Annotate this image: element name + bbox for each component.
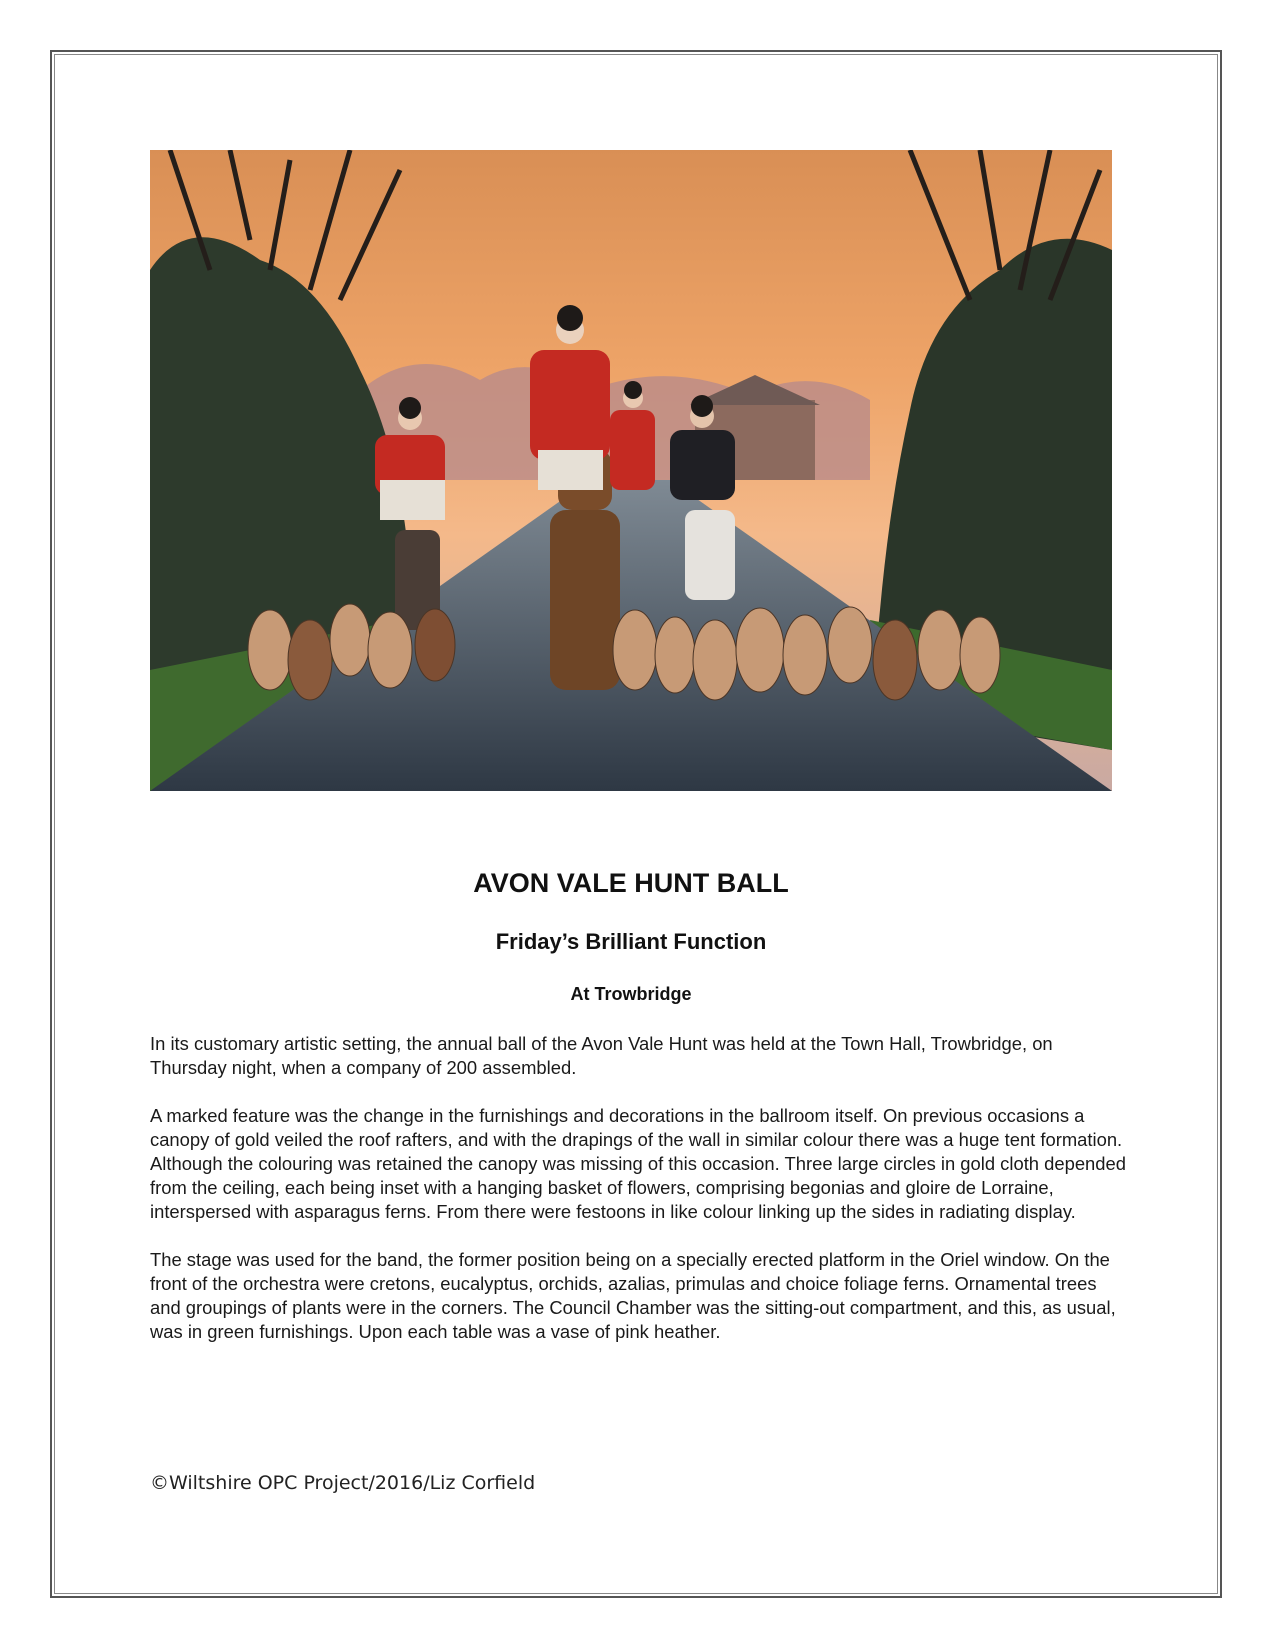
paragraph: The stage was used for the band, the former position being on a specially erected platform in the Oriel window. On the front of the orchestra were cretons, eucalyptus, orchids, azalias, primulas and choice foliage ferns. Ornamental trees and groupings of plants were in the corners. The Council Chamber was the sitting-out compartment, and this, as usual, was in green furnishings. Upon each table was a vase of pink heather. [150, 1249, 1116, 1342]
photo-illustration [150, 150, 1112, 791]
article-body [150, 1032, 1128, 1368]
copyright-credit: ©Wiltshire OPC Project/2016/Liz Corfield [150, 1472, 536, 1494]
article-place: At Trowbridge [570, 984, 692, 1004]
article-subtitle: Friday’s Brilliant Function [495, 929, 767, 954]
paragraph: A marked feature was the change in the furnishings and decorations in the ballroom itself. On previous occasions a canopy of gold veiled the roof rafters, and with the drapings of the wall in similar colour there was a huge tent formation. Although the colouring was retained the canopy was missing of this occasion. Three large circles in gold cloth depended from the ceiling, each being inset with a hanging basket of flowers, comprising begonias and gloire de Lorraine, interspersed with asparagus ferns. From there were festoons in like colour linking up the sides in radiating display. [150, 1105, 1126, 1222]
fox-hunt-photo [150, 150, 1112, 791]
paragraph: In its customary artistic setting, the annual ball of the Avon Vale Hunt was held at the Town Hall, Trowbridge, on Thursday night, when a company of 200 assembled. [150, 1033, 1053, 1078]
article-title: AVON VALE HUNT BALL [473, 868, 789, 898]
